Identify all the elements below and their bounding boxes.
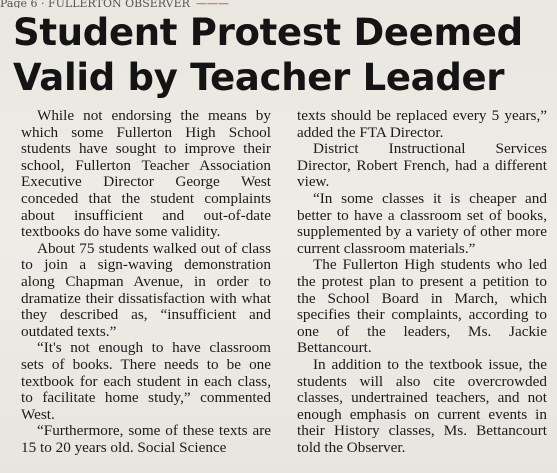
paragraph: “In some classes it is cheaper and better to have a classroom set of books, supplemented by a variety of other more current classroom materials.” [297,189,547,257]
paragraph: District Instructional Services Director, Robert French, had a different view. [297,140,547,191]
paragraph: About 75 students walked out of class to join a sign-waving demonstration along Chapman Avenue, in order to dramatize their dissatisfaction with what they described as, “insufficient and outdated texts.” [21,239,271,340]
headline-line-2: Valid by Teacher Leader [13,56,505,99]
article-column-right [297,108,547,456]
paragraph: “It's not enough to have classroom sets of books. There needs to be one textbook for each student in each class, to facilitate home study,” commented West. [21,339,271,423]
headline-line-1: Student Protest Deemed [13,11,523,54]
article-column-left [21,108,271,456]
paragraph: While not endorsing the means by which some Fullerton High School students have sought to improve their school, Fullerton Teacher Association Executive Director George West conceded that the student complaints about insufficient and out-of-date textbooks do have some validity. [21,107,271,241]
paragraph: In addition to the textbook issue, the students will also cite overcrowded classes, undertrained teachers, and not enough emphasis on current events in their History classes, Ms. Bettancourt told the Observer. [297,355,547,456]
headline [13,10,523,100]
paragraph: The Fullerton High students who led the protest plan to present a petition to the School Board in March, which specifies their complaints, according to one of the leaders, Ms. Jackie Bettancourt. [297,256,547,357]
masthead-strip-cropped: Page 6 · FULLERTON OBSERVER ——— [0,0,229,8]
paragraph: “Furthermore, some of these texts are 15 to 20 years old. Social Science [21,422,271,456]
paragraph-continued: texts should be replaced every 5 years,” added the FTA Director. [297,107,547,141]
